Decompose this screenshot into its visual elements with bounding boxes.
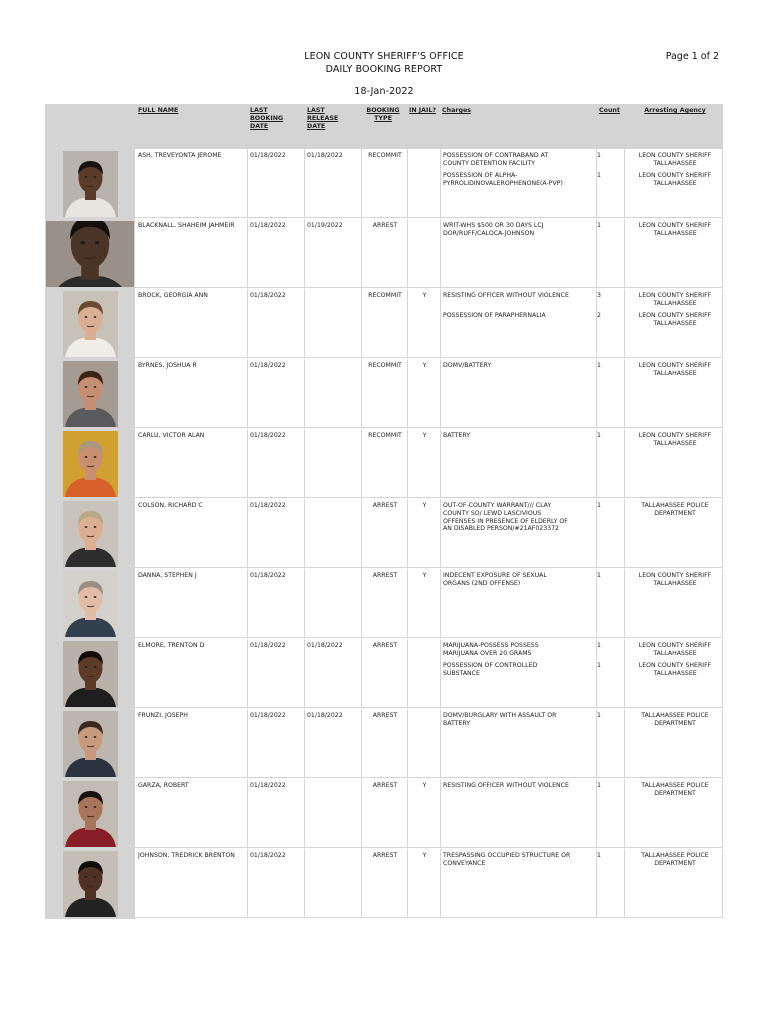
person-silhouette-icon [63, 781, 118, 847]
charge-text: INDECENT EXPOSURE OF SEXUAL ORGANS (2ND OFFENSE) [443, 572, 547, 587]
person-silhouette-icon [63, 851, 118, 917]
col-last-release-date: LAST RELEASE DATE [307, 107, 339, 130]
charge-text: DOMV/BATTERY [443, 362, 492, 369]
table-row [45, 709, 723, 779]
full-name: FRUNZI, JOSEPH [138, 712, 188, 719]
full-name: JOHNSON, TREDRICK BRENTON [138, 852, 235, 859]
booking-type: ARREST [372, 222, 398, 229]
charge-count: 1 [597, 572, 601, 579]
booking-type: RECOMMIT [368, 292, 402, 299]
table-row [45, 149, 723, 219]
arresting-agency: LEON COUNTY SHERIFF TALLAHASSEE [638, 642, 712, 657]
table-row [45, 499, 723, 569]
person-silhouette-icon [63, 501, 118, 567]
table-row [45, 849, 723, 919]
charge-count: 1 [597, 152, 601, 159]
table-row [45, 359, 723, 429]
full-name: GARZA, ROBERT [138, 782, 189, 789]
charge-count: 2 [597, 312, 601, 320]
in-jail-cell [408, 149, 441, 218]
office-title: LEON COUNTY SHERIFF'S OFFICE [304, 51, 464, 62]
release-date-cell [305, 289, 362, 358]
charge-text: MARIJUANA-POSSESS POSSESS MARIJUANA OVER 20 GRAMS [443, 642, 539, 657]
charge-text: RESISTING OFFICER WITHOUT VIOLENCE [443, 782, 569, 789]
release-date-cell [305, 359, 362, 428]
report-title: DAILY BOOKING REPORT [325, 64, 443, 75]
mugshot-cell [45, 639, 135, 709]
full-name: BROCK, GEORGIA ANN [138, 292, 208, 299]
booking-type: RECOMMIT [368, 432, 402, 439]
mugshot-cell [45, 849, 135, 919]
charge-count: 1 [597, 712, 601, 719]
charge-text: POSSESSION OF CONTROLLED SUBSTANCE [443, 662, 538, 677]
full-name: BLACKNALL, SHAHEIM JAHMEIR [138, 222, 235, 229]
booking-type: ARREST [372, 852, 398, 859]
charge-text: POSSESSION OF PARAPHERNALIA [443, 312, 546, 320]
full-name: ELMORE, TRENTON D [138, 642, 205, 649]
arresting-agency: TALLAHASSEE POLICE DEPARTMENT [641, 502, 709, 517]
arresting-agency: LEON COUNTY SHERIFF TALLAHASSEE [638, 572, 712, 587]
arresting-agency: LEON COUNTY SHERIFF TALLAHASSEE [638, 312, 712, 328]
charge-count: 3 [597, 292, 601, 299]
full-name: COLSON, RICHARD C [138, 502, 203, 509]
last-booking-date: 01/18/2022 [250, 292, 286, 299]
in-jail-cell [408, 709, 441, 778]
full-name: DANNA, STEPHEN J [138, 572, 197, 579]
mugshot-cell [45, 219, 135, 289]
charge-text: BATTERY [443, 432, 471, 439]
charge-text: OUT-OF-COUNTY WARRANT/// CLAY COUNTY SO/ LEWD LASCIVIOUS OFFENSES IN PRESENCE OF ELDERLY OF AN DISABLED PERSON/#21AF023372 [443, 502, 568, 533]
arresting-agency: TALLAHASSEE POLICE DEPARTMENT [641, 852, 709, 867]
charge-text: WRIT-WHS $500 OR 30 DAYS LCJ DOR/RUFF/CALOCA-JOHNSON [443, 222, 544, 237]
last-booking-date: 01/18/2022 [250, 222, 286, 229]
col-booking-type: BOOKING TYPE [366, 107, 400, 122]
last-booking-date: 01/18/2022 [250, 712, 286, 719]
mugshot-cell [45, 499, 135, 569]
mugshot-photo [63, 361, 118, 427]
booking-type: ARREST [372, 502, 398, 509]
full-name: BYRNES, JOSHUA R [138, 362, 197, 369]
release-date-cell [305, 849, 362, 918]
last-booking-date: 01/18/2022 [250, 152, 286, 159]
charge-count: 1 [597, 362, 601, 369]
mugshot-cell [45, 359, 135, 429]
last-booking-date: 01/18/2022 [250, 432, 286, 439]
table-header [45, 104, 723, 149]
mugshot-photo [63, 291, 118, 357]
release-date-cell [305, 569, 362, 638]
in-jail: Y [422, 292, 427, 299]
charge-count: 1 [597, 852, 601, 859]
col-count: Count [599, 107, 620, 114]
booking-type: RECOMMIT [368, 152, 402, 159]
page-number: Page 1 of 2 [665, 51, 719, 62]
charge-count: 1 [597, 222, 601, 229]
charge-text: POSSESSION OF CONTRABAND AT COUNTY DETENTION FACILITY [443, 152, 549, 167]
mugshot-cell [45, 289, 135, 359]
person-silhouette-icon [63, 361, 118, 427]
in-jail: Y [422, 432, 427, 439]
mugshot-photo [63, 711, 118, 777]
person-silhouette-icon [63, 711, 118, 777]
mugshot-photo [63, 151, 118, 217]
col-arresting-agency: Arresting Agency [644, 107, 706, 114]
mugshot-photo [63, 851, 118, 917]
last-booking-date: 01/18/2022 [250, 572, 286, 579]
col-charges: Charges [442, 107, 471, 114]
arresting-agency: LEON COUNTY SHERIFF TALLAHASSEE [638, 172, 712, 188]
charge-count: 1 [597, 642, 601, 649]
arresting-agency: LEON COUNTY SHERIFF TALLAHASSEE [638, 432, 712, 447]
table-row [45, 429, 723, 499]
booking-type: ARREST [372, 572, 398, 579]
charge-count: 1 [597, 502, 601, 509]
mugshot-cell [45, 709, 135, 779]
person-silhouette-icon [63, 151, 118, 217]
charge-count: 1 [597, 782, 601, 789]
booking-type: RECOMMIT [368, 362, 402, 369]
booking-type: ARREST [372, 712, 398, 719]
person-silhouette-icon [63, 571, 118, 637]
table-row [45, 779, 723, 849]
booking-type: ARREST [372, 782, 398, 789]
arresting-agency: LEON COUNTY SHERIFF TALLAHASSEE [638, 152, 712, 167]
release-date-cell [305, 429, 362, 498]
mugshot-photo [46, 221, 134, 287]
report-date: 18-Jan-2022 [354, 86, 414, 97]
in-jail: Y [422, 572, 427, 579]
charge-text: POSSESSION OF ALPHA-PYRROLIDINOVALEROPHENONE(A-PVP) [443, 172, 563, 187]
table-row [45, 289, 723, 359]
release-date-cell [305, 499, 362, 568]
mugshot-photo [63, 571, 118, 637]
release-date-cell [305, 779, 362, 848]
mugshot-cell [45, 149, 135, 219]
mugshot-cell [45, 779, 135, 849]
arresting-agency: LEON COUNTY SHERIFF TALLAHASSEE [638, 222, 712, 237]
in-jail: Y [422, 852, 427, 859]
mugshot-cell [45, 429, 135, 499]
charge-count: 1 [597, 172, 601, 180]
last-booking-date: 01/18/2022 [250, 852, 286, 859]
charge-count: 1 [597, 662, 601, 670]
mugshot-photo [63, 431, 118, 497]
in-jail-cell [408, 219, 441, 288]
last-booking-date: 01/18/2022 [250, 642, 286, 649]
last-release-date: 01/18/2022 [307, 712, 343, 719]
mugshot-photo [63, 641, 118, 707]
in-jail: Y [422, 362, 427, 369]
full-name: CARLU, VICTOR ALAN [138, 432, 205, 439]
table-row [45, 569, 723, 639]
last-booking-date: 01/18/2022 [250, 502, 286, 509]
charge-text: TRESPASSING OCCUPIED STRUCTURE OR CONVEYANCE [443, 852, 571, 867]
booking-type: ARREST [372, 642, 398, 649]
last-booking-date: 01/18/2022 [250, 782, 286, 789]
arresting-agency: LEON COUNTY SHERIFF TALLAHASSEE [638, 292, 712, 307]
last-release-date: 01/18/2022 [307, 642, 343, 649]
person-silhouette-icon [63, 291, 118, 357]
full-name: ASH, TREVEYONTA JEROME [138, 152, 222, 159]
mugshot-photo [63, 501, 118, 567]
table-row [45, 639, 723, 709]
last-release-date: 01/19/2022 [307, 222, 343, 229]
col-in-jail: IN JAIL? [409, 107, 437, 114]
in-jail: Y [422, 782, 427, 789]
in-jail: Y [422, 502, 427, 509]
person-silhouette-icon [63, 431, 118, 497]
arresting-agency: LEON COUNTY SHERIFF TALLAHASSEE [638, 362, 712, 377]
table-row [45, 219, 723, 289]
charge-text: RESISTING OFFICER WITHOUT VIOLENCE [443, 292, 569, 299]
mugshot-cell [45, 569, 135, 639]
booking-table [45, 104, 723, 916]
mugshot-photo [63, 781, 118, 847]
arresting-agency: TALLAHASSEE POLICE DEPARTMENT [641, 782, 709, 797]
charge-count: 1 [597, 432, 601, 439]
last-release-date: 01/18/2022 [307, 152, 343, 159]
arresting-agency: LEON COUNTY SHERIFF TALLAHASSEE [638, 662, 712, 678]
arresting-agency: TALLAHASSEE POLICE DEPARTMENT [641, 712, 709, 727]
person-silhouette-icon [46, 221, 134, 287]
person-silhouette-icon [63, 641, 118, 707]
last-booking-date: 01/18/2022 [250, 362, 286, 369]
col-last-booking-date: LAST BOOKING DATE [250, 107, 284, 130]
in-jail-cell [408, 639, 441, 708]
charge-text: DOMV/BURGLARY WITH ASSAULT OR BATTERY [443, 712, 557, 727]
col-full-name: FULL NAME [138, 107, 179, 114]
